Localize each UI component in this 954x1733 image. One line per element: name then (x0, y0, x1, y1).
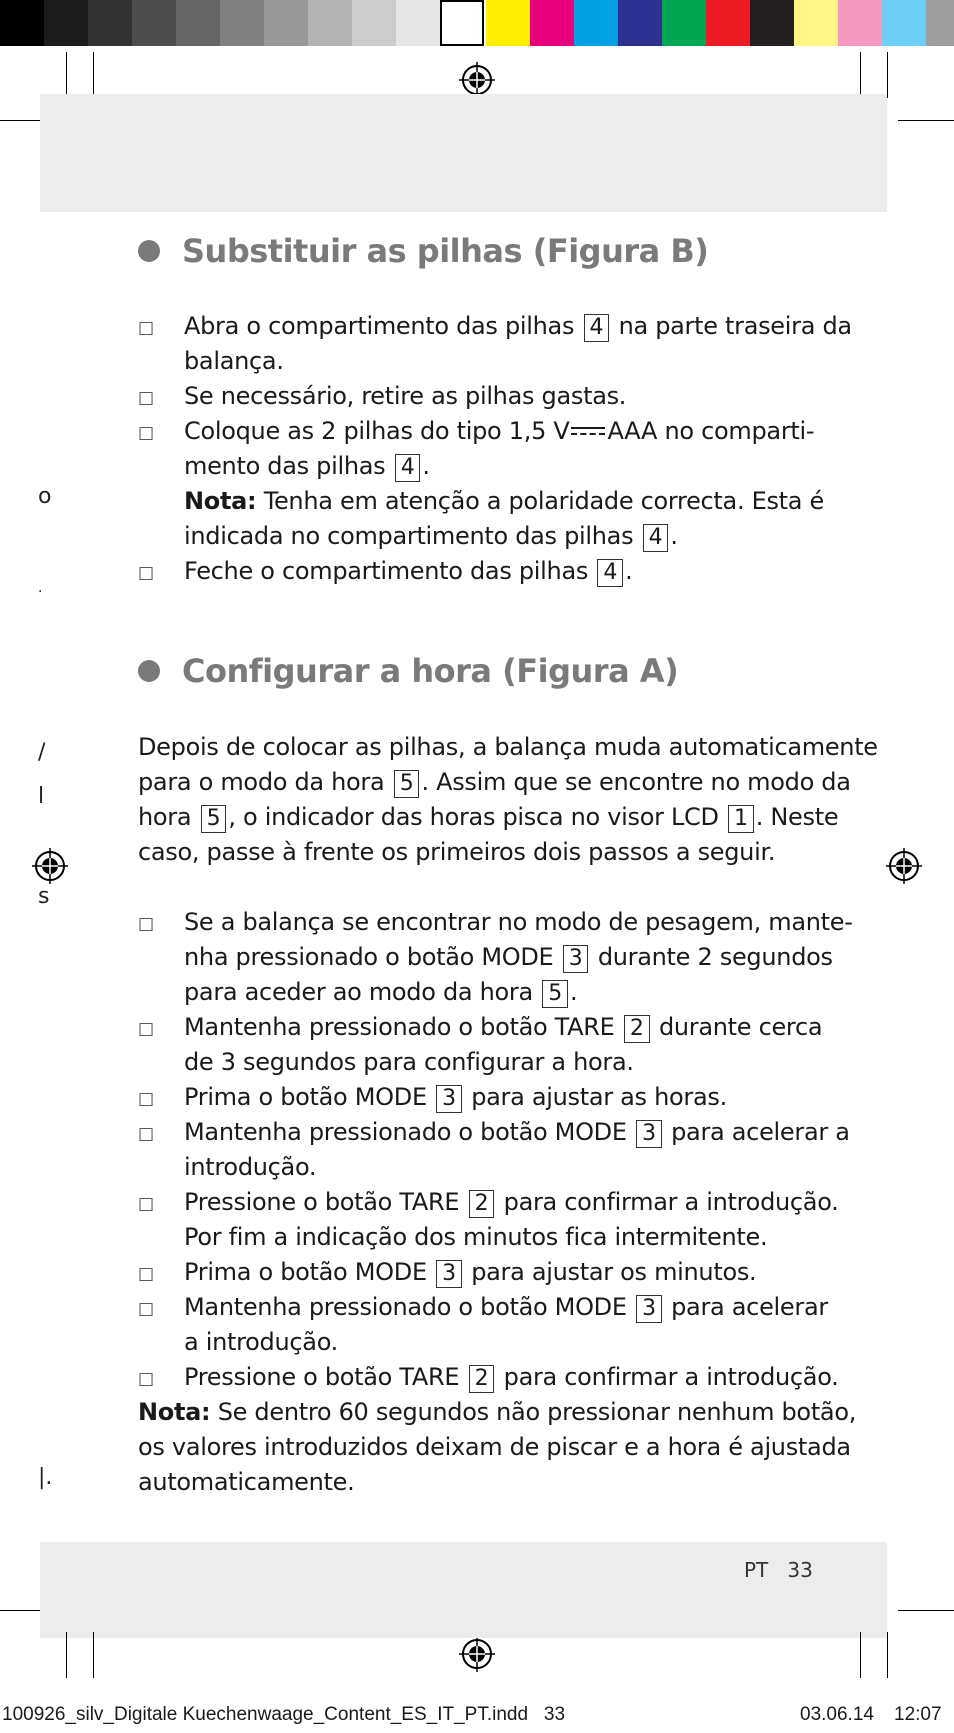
instruction-line: Se a balança se encontrar no modo de pesagem, mante- (184, 908, 853, 936)
instruction-line: a introdução. (184, 1328, 338, 1356)
bullet-square-icon: □ (138, 1124, 155, 1144)
color-swatch (220, 0, 264, 46)
color-calibration-bar (0, 0, 954, 46)
crop-mark (898, 120, 954, 121)
color-swatch (926, 0, 954, 46)
color-swatch (264, 0, 308, 46)
color-swatch (882, 0, 926, 46)
instruction-line: nha pressionado o botão MODE 3 durante 2 segundos (184, 943, 833, 971)
section-title: Substituir as pilhas (Figura B) (182, 232, 709, 270)
slug-filename: 100926_silv_Digitale Kuechenwaage_Content_ES_IT_PT.indd 33 (2, 1704, 566, 1725)
registration-mark-icon (32, 848, 68, 884)
bullet-square-icon: □ (138, 1264, 155, 1284)
page-number (744, 1558, 813, 1582)
part-ref: 3 (636, 1295, 662, 1323)
color-swatch (662, 0, 706, 46)
crop-mark (887, 1632, 888, 1678)
slug-date: 03.06.14 (800, 1704, 874, 1725)
part-ref: 1 (728, 805, 754, 833)
footer-band (40, 1542, 887, 1638)
dc-symbol-icon (571, 427, 605, 437)
crop-mark (93, 52, 94, 98)
instruction-line: Prima o botão MODE 3 para ajustar os minutos. (184, 1258, 757, 1286)
margin-fragment: o (38, 484, 52, 509)
color-swatch (88, 0, 132, 46)
bullet-square-icon: □ (138, 388, 155, 408)
paragraph-line: caso, passe à frente os primeiros dois passos a seguir. (138, 838, 776, 866)
instruction-line: Mantenha pressionado o botão MODE 3 para acelerar a (184, 1118, 850, 1146)
registration-mark-icon (459, 62, 495, 98)
note-line: indicada no compartimento das pilhas 4 . (184, 522, 678, 550)
note-line: os valores introduzidos deixam de piscar e a hora é ajustada (138, 1433, 851, 1461)
part-ref: 2 (469, 1365, 495, 1393)
part-ref: 4 (395, 454, 421, 482)
note-line: Nota: Tenha em atenção a polaridade correcta. Esta é (184, 487, 824, 515)
registration-mark-icon (886, 848, 922, 884)
margin-fragment: s (38, 884, 50, 909)
color-swatch (308, 0, 352, 46)
instruction-line: Pressione o botão TARE 2 para confirmar a introdução. (184, 1188, 839, 1216)
margin-fragment: |. (38, 1465, 53, 1490)
instruction-line: Coloque as 2 pilhas do tipo 1,5 V AAA no comparti- (184, 417, 815, 445)
registration-mark-icon (459, 1636, 495, 1672)
instruction-line: de 3 segundos para configurar a hora. (184, 1048, 634, 1076)
color-swatch (530, 0, 574, 46)
heading-bullet-icon (138, 240, 160, 262)
instruction-line: para aceder ao modo da hora 5 . (184, 978, 578, 1006)
color-swatch (486, 0, 530, 46)
paragraph-line: hora 5 , o indicador das horas pisca no visor LCD 1 . Neste (138, 803, 839, 831)
paragraph-line: para o modo da hora 5 . Assim que se encontre no modo da (138, 768, 851, 796)
bullet-square-icon: □ (138, 423, 155, 443)
heading-bullet-icon (138, 660, 160, 682)
section-heading (138, 232, 708, 270)
margin-fragment: . (38, 580, 43, 596)
section-heading (138, 652, 678, 690)
color-swatch (750, 0, 794, 46)
part-ref: 3 (436, 1260, 462, 1288)
part-ref: 3 (563, 945, 589, 973)
bullet-square-icon: □ (138, 914, 155, 934)
bullet-square-icon: □ (138, 318, 155, 338)
color-swatch (706, 0, 750, 46)
part-ref: 5 (542, 980, 568, 1008)
part-ref: 5 (394, 770, 420, 798)
instruction-line: Abra o compartimento das pilhas 4 na parte traseira da (184, 312, 852, 340)
crop-mark (860, 52, 861, 98)
color-swatch (440, 0, 484, 46)
slug-time: 12:07 (894, 1704, 942, 1725)
instruction-line: Mantenha pressionado o botão TARE 2 durante cerca (184, 1013, 823, 1041)
part-ref: 5 (201, 805, 227, 833)
bullet-square-icon: □ (138, 1019, 155, 1039)
crop-mark (860, 1632, 861, 1678)
part-ref: 2 (624, 1015, 650, 1043)
margin-fragment: l (38, 784, 45, 809)
color-swatch (838, 0, 882, 46)
part-ref: 2 (469, 1190, 495, 1218)
instruction-line: Pressione o botão TARE 2 para confirmar a introdução. (184, 1363, 839, 1391)
instruction-line: introdução. (184, 1153, 317, 1181)
instruction-line: Mantenha pressionado o botão MODE 3 para acelerar (184, 1293, 828, 1321)
bullet-square-icon: □ (138, 1194, 155, 1214)
paragraph-line: Depois de colocar as pilhas, a balança muda automaticamente (138, 733, 878, 761)
instruction-line: mento das pilhas 4 . (184, 452, 430, 480)
part-ref: 4 (584, 314, 610, 342)
note-line: Nota: Se dentro 60 segundos não pressionar nenhum botão, (138, 1398, 857, 1426)
color-swatch (176, 0, 220, 46)
note-line: automaticamente. (138, 1468, 355, 1496)
page-number-value: 33 (787, 1558, 813, 1582)
crop-mark (66, 52, 67, 98)
crop-mark (0, 1610, 40, 1611)
header-band (40, 94, 887, 212)
color-swatch (396, 0, 440, 46)
part-ref: 4 (643, 524, 669, 552)
instruction-line: Prima o botão MODE 3 para ajustar as horas. (184, 1083, 727, 1111)
color-swatch (794, 0, 838, 46)
margin-fragment: / (38, 740, 46, 765)
bullet-square-icon: □ (138, 563, 155, 583)
instruction-line: Feche o compartimento das pilhas 4 . (184, 557, 633, 585)
section-title: Configurar a hora (Figura A) (182, 652, 679, 690)
color-swatch (132, 0, 176, 46)
page-language: PT (744, 1558, 769, 1582)
color-swatch (574, 0, 618, 46)
color-swatch (44, 0, 88, 46)
crop-mark (0, 120, 40, 121)
instruction-line: Se necessário, retire as pilhas gastas. (184, 382, 627, 410)
part-ref: 3 (436, 1085, 462, 1113)
instruction-line: Por fim a indicação dos minutos fica intermitente. (184, 1223, 768, 1251)
color-swatch (618, 0, 662, 46)
instruction-line: balança. (184, 347, 284, 375)
bullet-square-icon: □ (138, 1089, 155, 1109)
crop-mark (887, 52, 888, 98)
part-ref: 3 (636, 1120, 662, 1148)
color-swatch (352, 0, 396, 46)
crop-mark (898, 1610, 954, 1611)
bullet-square-icon: □ (138, 1369, 155, 1389)
crop-mark (66, 1632, 67, 1678)
bullet-square-icon: □ (138, 1299, 155, 1319)
color-swatch (0, 0, 44, 46)
part-ref: 4 (597, 559, 623, 587)
crop-mark (93, 1632, 94, 1678)
